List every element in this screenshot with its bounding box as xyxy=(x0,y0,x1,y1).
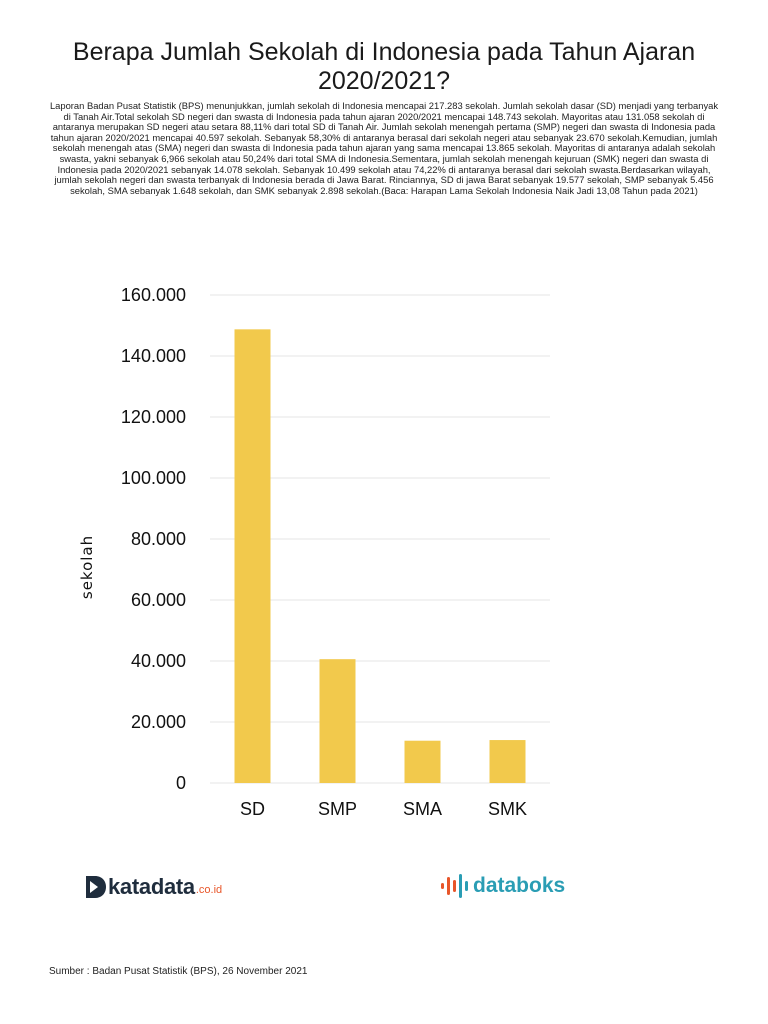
databoks-logo-icon xyxy=(440,874,470,898)
y-axis-ticks xyxy=(121,285,186,793)
y-tick-label: 40.000 xyxy=(130,651,186,671)
x-tick-label: SMA xyxy=(402,799,443,819)
databoks-logo-text: databoks xyxy=(473,874,566,897)
y-tick-label: 120.000 xyxy=(120,407,186,427)
y-tick-label: 20.000 xyxy=(130,712,186,732)
bar-sd xyxy=(235,329,271,783)
bars xyxy=(235,329,526,783)
y-tick-label: 80.000 xyxy=(130,529,186,549)
x-tick-label: SMK xyxy=(487,799,528,819)
y-tick-label: 140.000 xyxy=(120,346,186,366)
source-note: Sumber : Badan Pusat Statistik (BPS), 26 November 2021 xyxy=(49,966,308,977)
x-axis-ticks xyxy=(240,799,527,819)
y-tick-label: 100.000 xyxy=(120,468,186,488)
bar-chart xyxy=(0,270,768,830)
bar-smp xyxy=(320,659,356,783)
katadata-logo xyxy=(86,874,222,900)
databoks-logo xyxy=(440,874,565,898)
x-tick-label: SMP xyxy=(317,799,358,819)
katadata-logo-icon xyxy=(86,876,106,898)
y-axis-label: sekolah xyxy=(78,534,96,600)
bar-sma xyxy=(405,741,441,783)
katadata-logo-suffix: .co.id xyxy=(195,884,223,896)
chart-title: Berapa Jumlah Sekolah di Indonesia pada Tahun Ajaran 2020/2021? xyxy=(72,38,696,95)
y-tick-label: 60.000 xyxy=(130,590,186,610)
chart-description: Laporan Badan Pusat Statistik (BPS) menunjukkan, jumlah sekolah di Indonesia mencapai 217.283 sekolah. Jumlah sekolah dasar (SD) menjadi yang terbanyak di Tanah Air.Total sekolah SD negeri dan swasta di Indonesia pada tahun ajaran 2020/2021 mencapai 148.743 sekolah. Mayoritas atau 131.058 sekolah di antaranya merupakan SD negeri atau setara 88,11% dari total SD di Tanah Air. Jumlah sekolah menengah pertama (SMP) negeri dan swasta di Indonesia pada tahun ajaran 2020/2021 mencapai 40.597 sekolah. Sebanyak 58,30% di antaranya berasal dari sekolah negeri atau sebanyak 23.670 sekolah.Kemudian, jumlah sekolah menengah atas (SMA) negeri dan swasta di Indonesia pada tahun ajaran yang sama mencapai 13.865 sekolah. Mayoritas di antaranya adalah sekolah swasta, yakni sebanyak 6,966 sekolah atau 50,24% dari total SMA di Indonesia.Sementara, jumlah sekolah menengah kejuruan (SMK) negeri dan swasta di Indonesia pada 2020/2021 sebanyak 14.078 sekolah. Sebanyak 10.499 sekolah atau 74,22% di antaranya berasal dari sekolah swasta.Berdasarkan wilayah, jumlah sekolah negeri dan swasta terbanyak di Indonesia berada di Jawa Barat. Rinciannya, SD di jawa Barat sebanyak 19.577 sekolah, SMP sebanyak 5.456 sekolah, SMA sebanyak 1.648 sekolah, dan SMK sebanyak 2.898 sekolah.(Baca: Harapan Lama Sekolah Indonesia Naik Jadi 13,08 Tahun pada 2021) xyxy=(49,100,719,196)
y-tick-label: 160.000 xyxy=(120,285,186,305)
x-tick-label: SD xyxy=(239,799,266,819)
y-tick-label: 0 xyxy=(175,773,186,793)
bar-smk xyxy=(490,740,526,783)
katadata-logo-text: katadata xyxy=(108,874,195,899)
